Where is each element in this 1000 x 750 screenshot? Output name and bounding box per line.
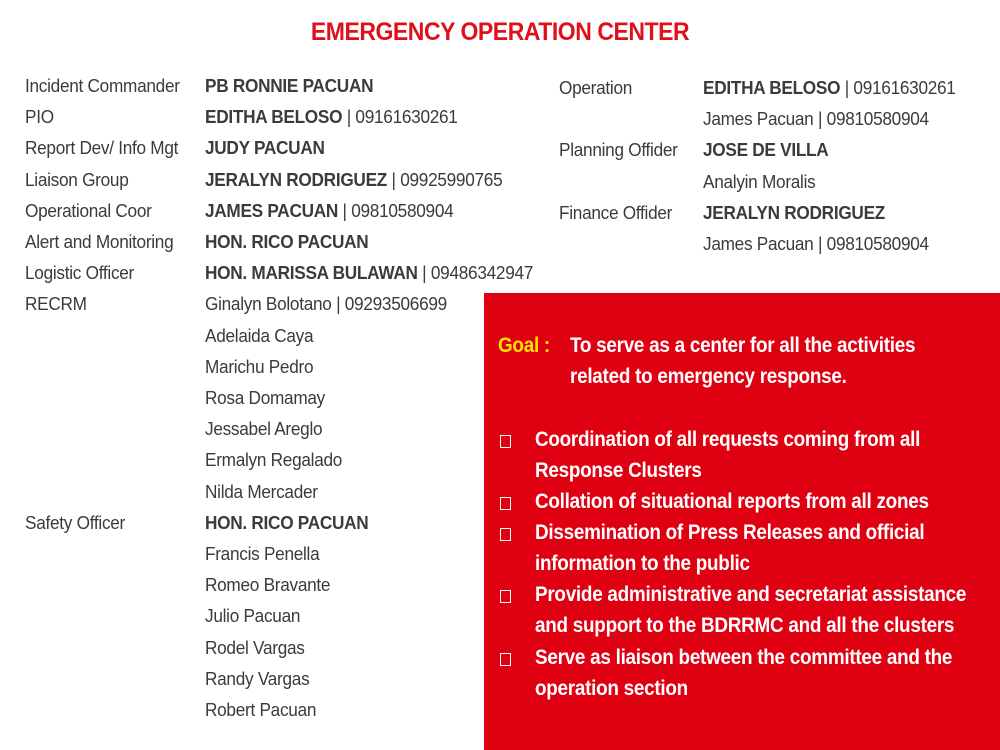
right-member <box>703 77 956 99</box>
left-member: Romeo Bravante <box>205 574 331 596</box>
goal-text-line-1: To serve as a center for all the activities <box>570 334 916 357</box>
left-member: Rodel Vargas <box>205 636 305 658</box>
left-member: Francis Penella <box>205 543 320 564</box>
bullet-box-icon <box>500 528 511 541</box>
bullet-box-icon <box>500 653 511 666</box>
left-role-label: Liaison Group <box>25 168 129 190</box>
left-member-name: EDITHA BELOSO <box>205 106 343 128</box>
left-member: Julio Pacuan <box>205 605 301 627</box>
left-member: Marichu Pedro <box>205 355 314 377</box>
left-member-name: JAMES PACUAN <box>205 199 339 221</box>
goal-label: Goal : <box>498 334 550 357</box>
right-role-label: Finance Offider <box>559 201 673 223</box>
left-member-phone: | 09486342947 <box>417 262 534 284</box>
function-item-line: Collation of situational reports from all zones <box>535 490 929 513</box>
function-item-line: Response Clusters <box>535 459 702 482</box>
right-member-phone: | 09161630261 <box>840 77 956 98</box>
left-role-label: Safety Officer <box>25 511 126 533</box>
function-item-line: Coordination of all requests coming from all <box>535 428 921 451</box>
right-member <box>703 139 828 161</box>
left-member: Nilda Mercader <box>205 480 318 502</box>
right-member <box>703 202 885 224</box>
left-member-name: PB RONNIE PACUAN <box>205 75 374 96</box>
left-member-phone: | 09810580904 <box>338 199 454 221</box>
left-member-name: JUDY PACUAN <box>205 137 325 159</box>
left-member: Ermalyn Regalado <box>205 449 343 471</box>
bullet-box-icon <box>500 435 511 448</box>
right-member-name: JOSE DE VILLA <box>703 139 829 161</box>
left-member: Rosa Domamay <box>205 387 325 408</box>
function-item-line: and support to the BDRRMC and all the clusters <box>535 614 955 637</box>
bullet-box-icon <box>500 590 511 603</box>
function-item-line: operation section <box>535 677 688 700</box>
function-item-line: information to the public <box>535 552 750 575</box>
left-member: Adelaida Caya <box>205 324 314 346</box>
right-member-name: EDITHA BELOSO <box>703 77 841 98</box>
goal-text-line-2: related to emergency response. <box>570 365 847 388</box>
left-member <box>205 75 373 97</box>
left-member: Randy Vargas <box>205 667 310 689</box>
function-item-line: Dissemination of Press Releases and official <box>535 521 925 544</box>
left-role-label: RECRM <box>25 293 87 315</box>
left-member: Robert Pacuan <box>205 699 317 720</box>
function-item-line: Serve as liaison between the committee and the <box>535 646 953 669</box>
goal-panel <box>484 293 1000 750</box>
left-role-label: Incident Commander <box>25 75 180 96</box>
bullet-box-icon <box>500 497 511 510</box>
left-member-phone: | 09161630261 <box>342 106 458 128</box>
right-member: James Pacuan | 09810580904 <box>703 233 929 254</box>
left-member: Ginalyn Bolotano | 09293506699 <box>205 293 447 315</box>
right-member: Analyin Moralis <box>703 170 816 192</box>
left-role-label: Alert and Monitoring <box>25 231 174 252</box>
right-member-name: JERALYN RODRIGUEZ <box>703 201 886 223</box>
left-member <box>205 512 368 534</box>
left-member <box>205 169 502 191</box>
left-member-name: HON. MARISSA BULAWAN <box>205 262 418 284</box>
left-member <box>205 106 458 128</box>
left-role-label: Logistic Officer <box>25 262 135 284</box>
right-role-label: Planning Offider <box>559 139 678 161</box>
left-member <box>205 137 325 159</box>
left-member-name: HON. RICO PACUAN <box>205 511 369 533</box>
left-role-label: PIO <box>25 106 54 128</box>
left-member-name: HON. RICO PACUAN <box>205 231 369 252</box>
left-member-name: JERALYN RODRIGUEZ <box>205 168 388 190</box>
left-role-label: Operational Coor <box>25 199 152 221</box>
function-item-line: Provide administrative and secretariat assistance <box>535 583 967 606</box>
left-member <box>205 200 453 222</box>
right-member: James Pacuan | 09810580904 <box>703 108 929 130</box>
page-title: EMERGENCY OPERATION CENTER <box>310 18 690 46</box>
left-member <box>205 231 368 253</box>
left-member: Jessabel Areglo <box>205 418 323 440</box>
left-role-label: Report Dev/ Info Mgt <box>25 137 179 159</box>
left-member-phone: | 09925990765 <box>387 168 503 190</box>
left-member <box>205 262 533 284</box>
right-role-label: Operation <box>559 77 633 98</box>
